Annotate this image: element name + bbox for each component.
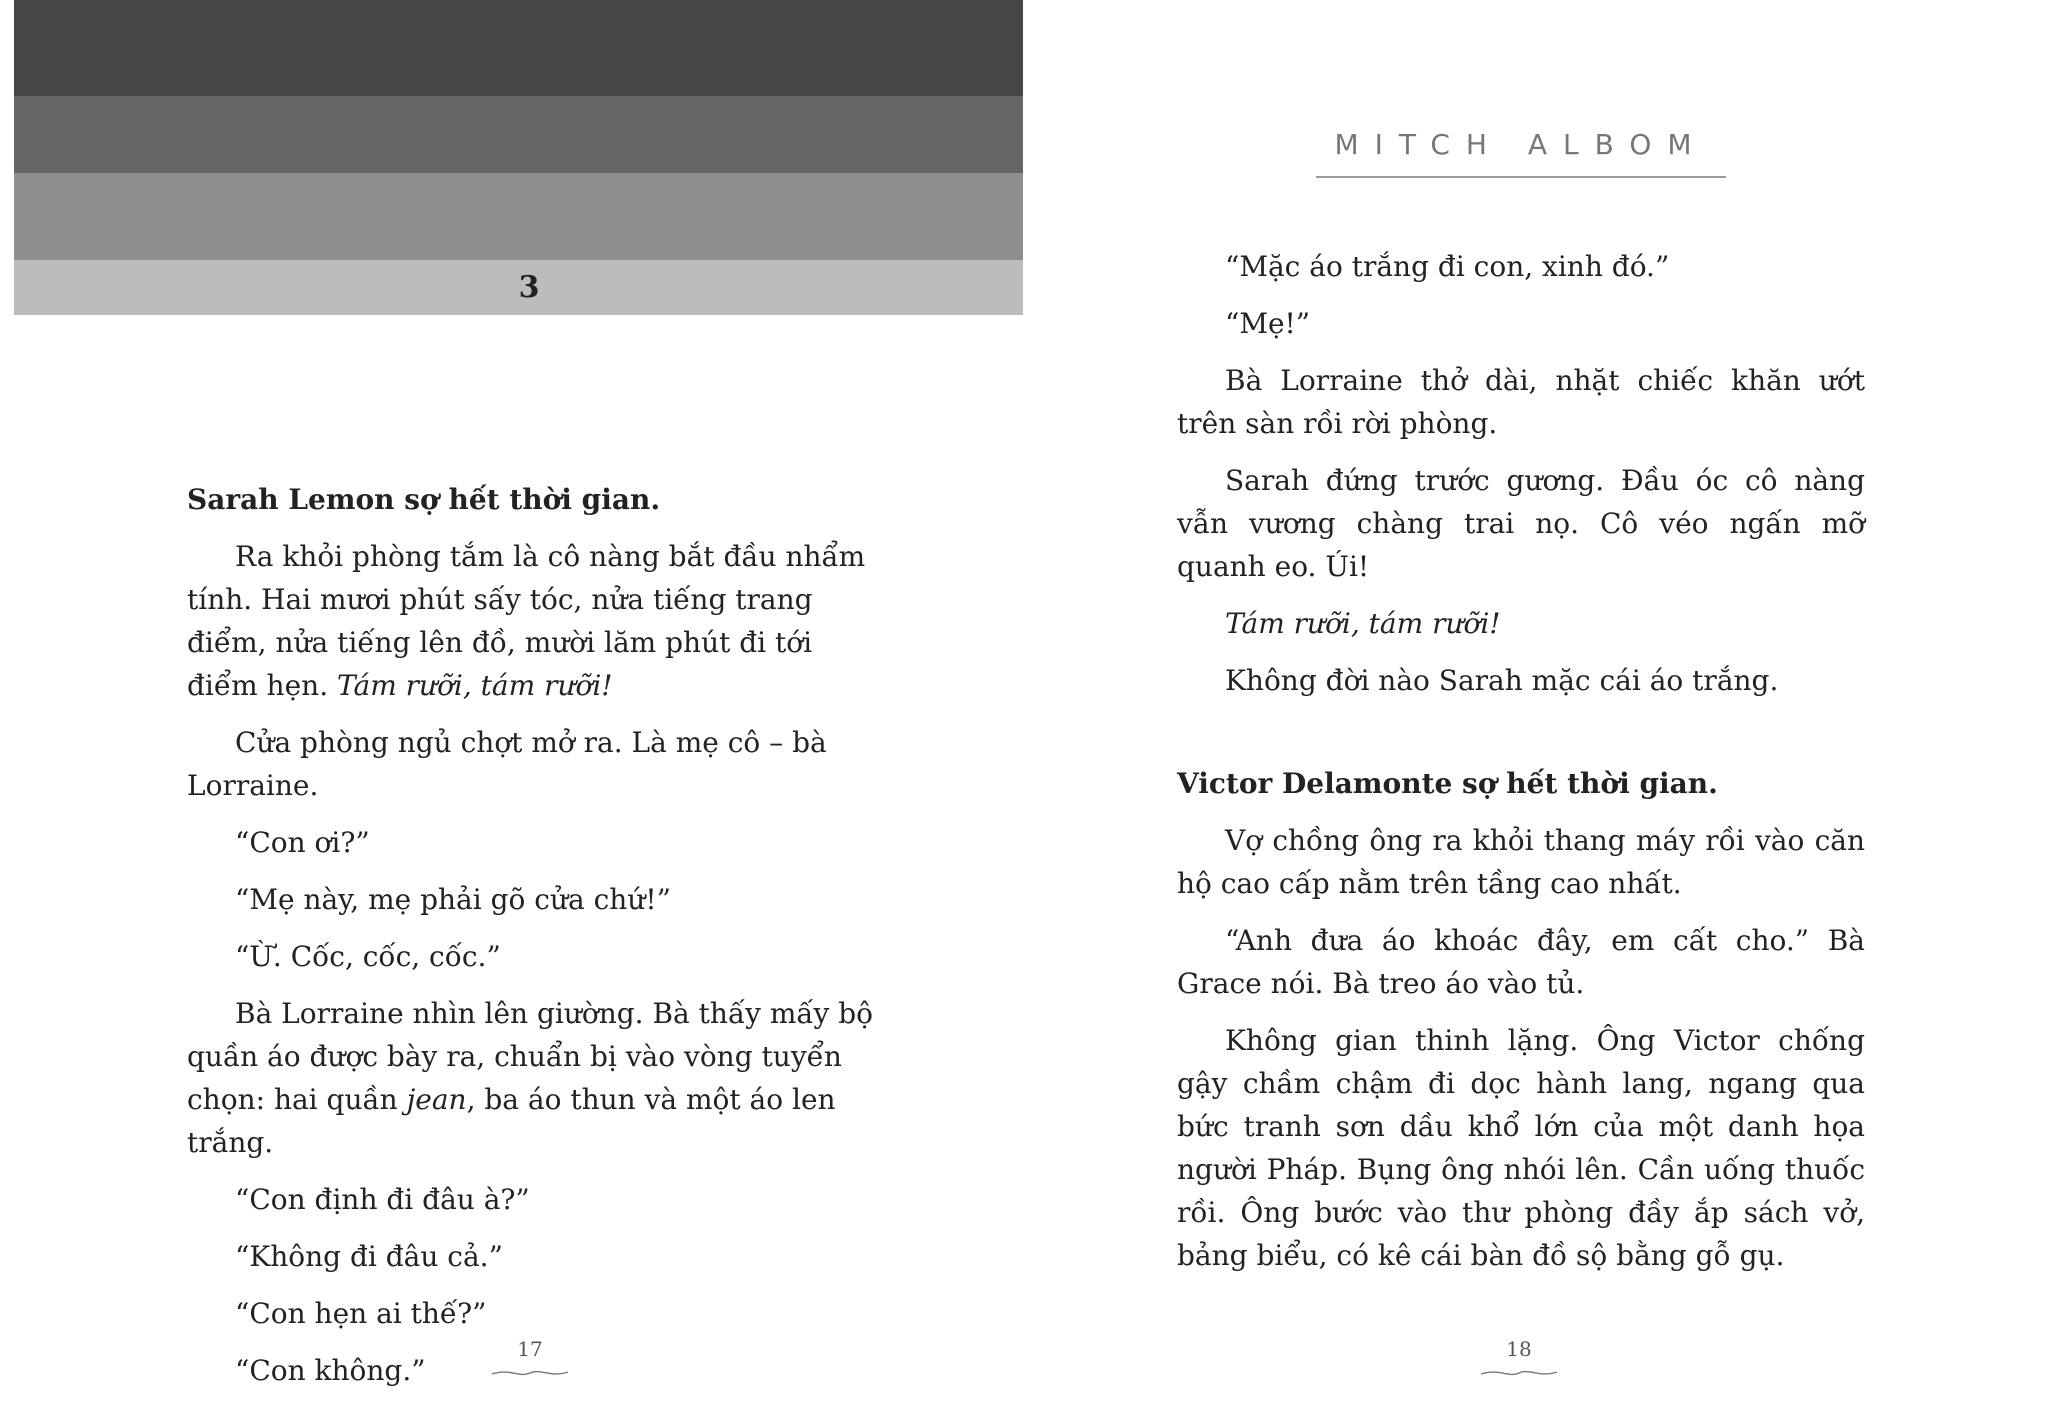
italic-text: jean xyxy=(406,1083,467,1116)
left-body-text xyxy=(187,478,875,1392)
paragraph: Sarah đứng trước gương. Đầu óc cô nàng vẫn vương chàng trai nọ. Cô véo ngấn mỡ quanh eo. Úi! xyxy=(1177,464,1865,583)
dialogue-line: “Con hẹn ai thế?” xyxy=(235,1297,487,1330)
header-stripe-3 xyxy=(14,173,1023,260)
paragraph-text: Ra khỏi phòng tắm là cô nàng bắt đầu nhẩm tính. Hai mươi phút sấy tóc, nửa tiếng trang điểm, nửa tiếng lên đồ, mười lăm phút đi tới điểm hẹn. xyxy=(187,540,866,702)
paragraph xyxy=(187,992,875,1164)
paragraph-text: Bà Lorraine nhìn lên giường. Bà thấy mấy bộ quần áo được bày ra, chuẩn bị vào vòng tuyển chọn: hai quần xyxy=(187,997,874,1116)
paragraph: Cửa phòng ngủ chợt mở ra. Là mẹ cô – bà Lorraine. xyxy=(187,726,827,802)
header-stripe-2 xyxy=(14,96,1023,173)
paragraph: Vợ chồng ông ra khỏi thang máy rồi vào căn hộ cao cấp nằm trên tầng cao nhất. xyxy=(1177,824,1865,900)
right-body-text xyxy=(1177,245,1865,1277)
page-flourish-icon xyxy=(1479,1364,1559,1380)
paragraph xyxy=(187,535,875,707)
header-stripe-1 xyxy=(14,0,1023,96)
paragraph-text: , ba áo thun và một áo len trắng. xyxy=(187,1083,836,1159)
italic-text: Tám rưỡi, tám rưỡi! xyxy=(1225,607,1501,640)
italic-line xyxy=(1177,602,1865,645)
dialogue-line: “Không đi đâu cả.” xyxy=(235,1240,503,1273)
dialogue-line: “Mặc áo trắng đi con, xinh đó.” xyxy=(1225,250,1670,283)
dialogue-line: “Con không.” xyxy=(235,1354,426,1387)
dialogue-line: “Con định đi đâu à?” xyxy=(235,1183,530,1216)
paragraph: Không đời nào Sarah mặc cái áo trắng. xyxy=(1225,664,1779,697)
dialogue-line: “Con ơi?” xyxy=(235,826,370,859)
dialogue-line: “Ừ. Cốc, cốc, cốc.” xyxy=(235,940,501,973)
running-header: MITCH ALBOM xyxy=(1334,128,1708,161)
section-heading: Sarah Lemon sợ hết thời gian. xyxy=(187,483,661,516)
paragraph: “Anh đưa áo khoác đây, em cất cho.” Bà Grace nói. Bà treo áo vào tủ. xyxy=(1177,924,1865,1000)
header-rule xyxy=(1316,176,1726,178)
dialogue-line: “Mẹ!” xyxy=(1225,307,1311,340)
dialogue-line: “Mẹ này, mẹ phải gõ cửa chứ!” xyxy=(235,883,671,916)
paragraph: Không gian thinh lặng. Ông Victor chống gậy chầm chậm đi dọc hành lang, ngang qua bức tranh sơn dầu khổ lớn của một danh họa người Pháp. Bụng ông nhói lên. Cần uống thuốc rồi. Ông bước vào thư phòng đầy ắp sách vở, bảng biểu, có kê cái bàn đồ sộ bằng gỗ gụ. xyxy=(1177,1024,1865,1272)
page-flourish-icon xyxy=(490,1364,570,1380)
italic-text: Tám rưỡi, tám rưỡi! xyxy=(337,669,613,702)
paragraph: Bà Lorraine thở dài, nhặt chiếc khăn ướt trên sàn rồi rời phòng. xyxy=(1177,364,1865,440)
chapter-number: 3 xyxy=(518,270,540,305)
page-number-left: 17 xyxy=(517,1337,543,1361)
page-number-right: 18 xyxy=(1506,1337,1532,1361)
section-heading: Victor Delamonte sợ hết thời gian. xyxy=(1177,767,1718,800)
